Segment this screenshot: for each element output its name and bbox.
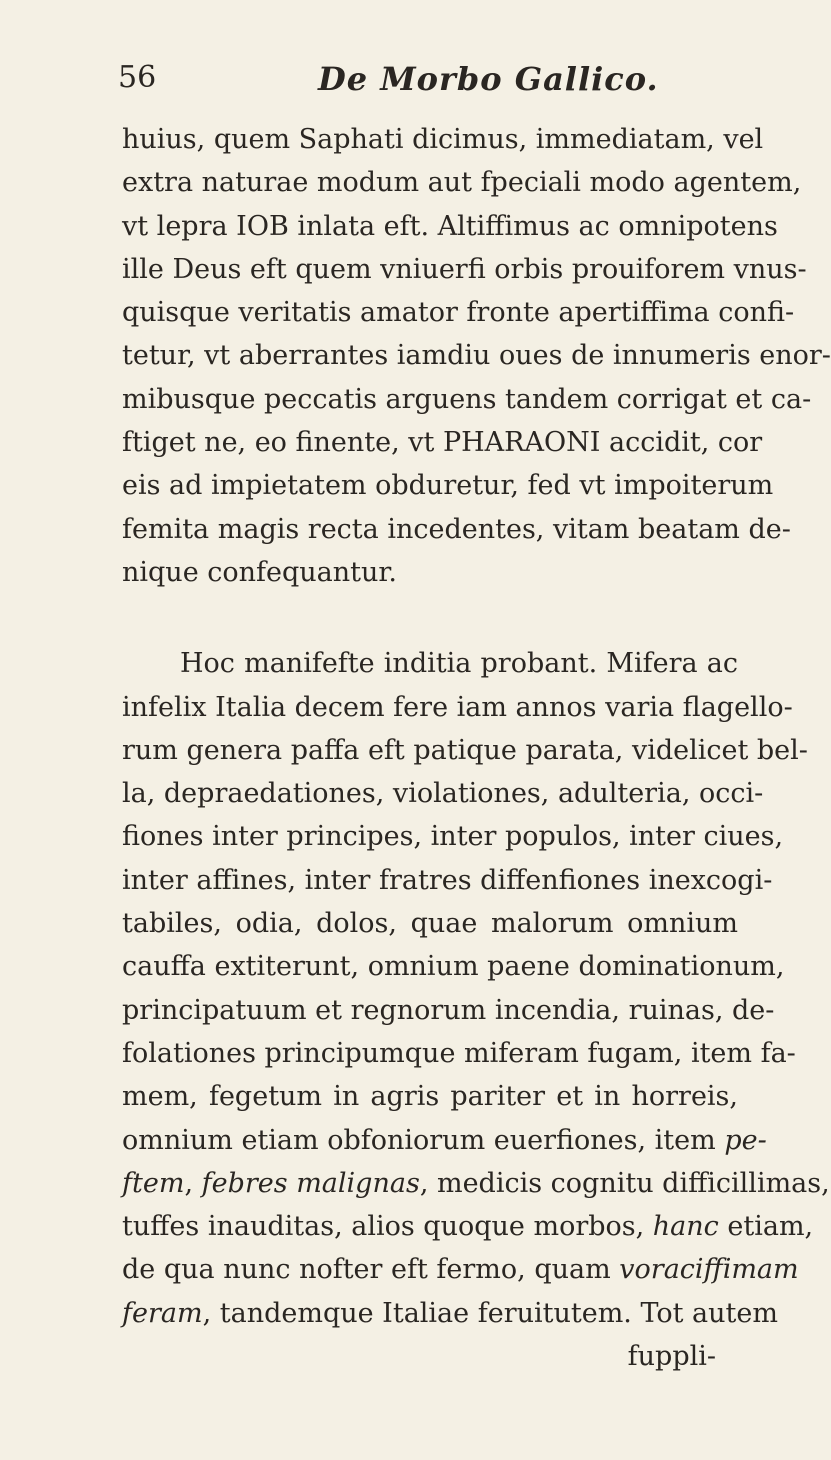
text-line [122,1292,778,1335]
text-line: folationes principumque miferam fugam, item fa- [122,1037,796,1069]
text-line: nique confequantur. [122,556,397,588]
text-line: extra naturae modum aut fpeciali modo agentem, [122,167,802,199]
italic-word: hanc [652,1211,719,1243]
paragraph-2 [122,642,830,1378]
text-line: mem, fegetum in agris pariter et in horreis, [122,1081,738,1113]
italic-word: ftem [122,1167,185,1199]
catchword: fuppli- [627,1341,716,1373]
text-line: mibusque peccatis arguens tandem corrigat et ca- [122,383,812,415]
text-line: Hoc manifefte inditia probant. Mifera ac [180,648,738,680]
text-line: vt lepra IOB inlata eft. Altiffimus ac omnipotens [122,210,778,242]
text-line [122,1205,814,1248]
paragraph-gap [122,594,738,642]
text-segment: , tandemque Italiae feruitutem. Tot autem [202,1297,778,1329]
text-line [122,1248,799,1291]
italic-word: pe- [724,1124,767,1156]
text-segment: tuffes inauditas, alios quoque morbos, [122,1211,645,1243]
page-number: 56 [118,60,157,95]
italic-word: feram [122,1297,203,1329]
text-segment: , [184,1167,194,1199]
text-line [122,1119,767,1162]
running-title: De Morbo Gallico. [318,60,659,98]
text-line: femita magis recta incedentes, vitam beatam de- [122,513,791,545]
italic-word: voraciffimam [619,1254,799,1286]
text-line: ftiget ne, eo finente, vt PHARAONI accidit, cor [122,427,763,459]
body-text [122,118,831,1378]
text-line: infelix Italia decem fere iam annos varia flagello- [122,691,793,723]
text-line: inter affines, inter fratres diffenfiones inexcogi- [122,864,773,896]
text-line: rum genera paffa eft patique parata, videlicet bel- [122,734,808,766]
paragraph-1 [122,118,831,594]
text-line: fiones inter principes, inter populos, inter ciues, [122,821,784,853]
text-line: quisque veritatis amator fronte apertiffima confi- [122,297,795,329]
text-segment: de qua nunc nofter eft fermo, quam [122,1254,611,1286]
text-line: tabiles, odia, dolos, quae malorum omnium [122,908,738,940]
text-line: ille Deus eft quem vniuerfi orbis prouiforem vnus- [122,253,807,285]
text-segment: etiam, [727,1211,814,1243]
text-line: eis ad impietatem obduretur, fed vt impoiterum [122,470,774,502]
text-segment: , medicis cognitu difficillimas, [419,1167,830,1199]
text-line: huius, quem Saphati dicimus, immediatam, vel [122,124,764,155]
text-line: cauffa extiterunt, omnium paene dominationum, [122,951,785,983]
text-line: la, depraedationes, violationes, adulteria, occi- [122,778,764,810]
text-line: principatuum et regnorum incendia, ruinas, de- [122,994,775,1026]
text-line: tetur, vt aberrantes iamdiu oues de innumeris enor- [122,340,831,372]
text-segment: omnium etiam obfoniorum euerfiones, item [122,1124,716,1156]
running-head [118,60,738,100]
text-line [122,1162,830,1205]
italic-word: febres malignas [201,1167,420,1199]
